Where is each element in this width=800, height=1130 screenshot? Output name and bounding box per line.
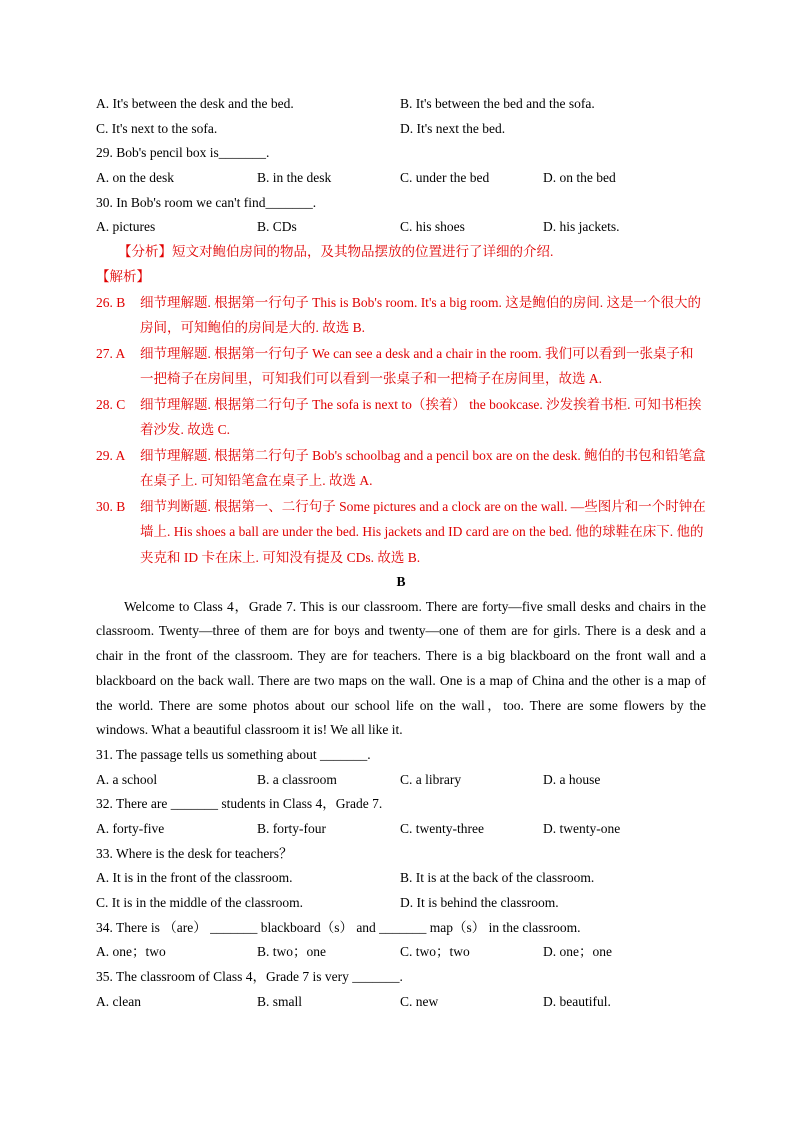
answer-29 bbox=[96, 443, 706, 494]
q31-option-b: B. a classroom bbox=[257, 771, 337, 787]
answer-27 bbox=[96, 341, 706, 392]
reading-passage: Welcome to Class 4，Grade 7. This is our classroom. There are forty—five small desks and chairs in the classroom. Twenty—three of them are for boys and twenty—one of them are for girls. There is a desk and a chair in the front of the classroom. They are for teachers. There is a big blackboard on the front wall and a blackboard on the back wall. There are two maps on the wall. One is a map of China and the other is a map of the world. There are some photos about our school life on the wall，too. There are some flowers by the windows. What a beautiful classroom it is! We all like it. bbox=[96, 598, 706, 738]
q31-question: 31. The passage tells us something about _______. bbox=[96, 746, 371, 762]
q32-option-c: C. twenty-three bbox=[400, 820, 484, 836]
q35-option-d: D. beautiful. bbox=[543, 993, 611, 1009]
q30-option-c: C. his shoes bbox=[400, 219, 465, 235]
answer-26 bbox=[96, 290, 706, 341]
q35-options bbox=[96, 990, 706, 1015]
q29-option-d: D. on the bed bbox=[543, 170, 616, 186]
answer-explanation: 细节理解题. 根据第二行句子 Bob's schoolbag and a pencil box are on the desk. 鲍伯的书包和铅笔盒在桌子上. 可知铅笔盒在桌子上. 故选 A. bbox=[140, 447, 706, 488]
q31-option-d: D. a house bbox=[543, 771, 601, 787]
q34-option-d: D. one；one bbox=[543, 944, 612, 960]
q32-option-b: B. forty-four bbox=[257, 820, 326, 836]
answer-number: 30. B bbox=[96, 498, 126, 514]
document-page bbox=[96, 92, 706, 1014]
q31-options bbox=[96, 768, 706, 793]
answer-number: 26. B bbox=[96, 294, 126, 310]
q29-options bbox=[96, 166, 706, 191]
section-b-heading: B bbox=[396, 574, 406, 589]
q33-options-row-2 bbox=[96, 891, 706, 916]
analysis-text: 【分析】短文对鲍伯房间的物品，及其物品摆放的位置进行了详细的介绍. bbox=[118, 244, 554, 260]
q31-option-a: A. a school bbox=[96, 771, 158, 787]
q34-options bbox=[96, 940, 706, 965]
q30-option-d: D. his jackets. bbox=[543, 219, 620, 235]
q34-option-b: B. two；one bbox=[257, 944, 326, 960]
q29-question: 29. Bob's pencil box is_______. bbox=[96, 145, 270, 161]
answer-number: 27. A bbox=[96, 345, 126, 361]
q33-option-d: D. It is behind the classroom. bbox=[400, 895, 559, 911]
q30-options bbox=[96, 215, 706, 240]
q29-option-c: C. under the bed bbox=[400, 170, 490, 186]
answer-explanation: 细节理解题. 根据第一行句子 This is Bob's room. It's a big room. 这是鲍伯的房间. 这是一个很大的房间，可知鲍伯的房间是大的. 故选 B. bbox=[140, 294, 701, 335]
q32-option-d: D. twenty-one bbox=[543, 820, 621, 836]
q33-question: 33. Where is the desk for teachers？ bbox=[96, 845, 293, 861]
q29-option-a: A. on the desk bbox=[96, 170, 174, 186]
answer-explanation: 细节判断题. 根据第一、二行句子 Some pictures and a clock are on the wall. —些图片和一个时钟在墙上. His shoes a ball are under the bed. His jackets and ID card are on the bed. 他的球鞋在床下. 他的夹克和 ID 卡在床上. 可知没有提及 CDs. 故选 B. bbox=[140, 498, 706, 565]
answer-30 bbox=[96, 494, 706, 571]
answer-28 bbox=[96, 392, 706, 443]
q32-option-a: A. forty-five bbox=[96, 820, 165, 836]
q32-options bbox=[96, 817, 706, 842]
q29-option-b: B. in the desk bbox=[257, 170, 332, 186]
q30-option-a: A. pictures bbox=[96, 219, 156, 235]
q28-option-a: A. It's between the desk and the bed. bbox=[96, 96, 294, 111]
q32-question: 32. There are _______ students in Class 4，Grade 7. bbox=[96, 796, 383, 812]
q35-option-c: C. new bbox=[400, 993, 439, 1009]
q31-option-c: C. a library bbox=[400, 771, 462, 787]
answer-number: 29. A bbox=[96, 447, 126, 463]
q34-option-c: C. two；two bbox=[400, 944, 470, 960]
q30-question: 30. In Bob's room we can't find_______. bbox=[96, 194, 317, 210]
q33-option-a: A. It is in the front of the classroom. bbox=[96, 870, 293, 886]
q35-option-b: B. small bbox=[257, 993, 303, 1009]
q34-question: 34. There is （are） _______ blackboard（s） and _______ map（s） in the classroom. bbox=[96, 919, 581, 935]
q28-option-c: C. It's next to the sofa. bbox=[96, 120, 218, 136]
q28-option-b: B. It's between the bed and the sofa. bbox=[400, 96, 595, 111]
q28-option-d: D. It's next the bed. bbox=[400, 120, 506, 136]
q33-options-row-1 bbox=[96, 866, 706, 891]
q33-option-c: C. It is in the middle of the classroom. bbox=[96, 895, 303, 911]
q35-question: 35. The classroom of Class 4，Grade 7 is very _______. bbox=[96, 969, 403, 985]
answer-explanation: 细节理解题. 根据第一行句子 We can see a desk and a chair in the room. 我们可以看到一张桌子和一把椅子在房间里，可知我们可以看到一张桌子和一把椅子在房间里，故选 A. bbox=[140, 345, 694, 386]
q35-option-a: A. clean bbox=[96, 993, 141, 1009]
jiexi-heading: 【解析】 bbox=[96, 268, 150, 284]
q28-options-row-1 bbox=[96, 92, 706, 117]
q30-option-b: B. CDs bbox=[257, 219, 297, 235]
answer-explanation: 细节理解题. 根据第二行句子 The sofa is next to（挨着） the bookcase. 沙发挨着书柜. 可知书柜挨着沙发. 故选 C. bbox=[140, 396, 702, 437]
answer-number: 28. C bbox=[96, 396, 126, 412]
q28-options-row-2 bbox=[96, 117, 706, 142]
q33-option-b: B. It is at the back of the classroom. bbox=[400, 870, 595, 886]
q34-option-a: A. one；two bbox=[96, 944, 166, 960]
